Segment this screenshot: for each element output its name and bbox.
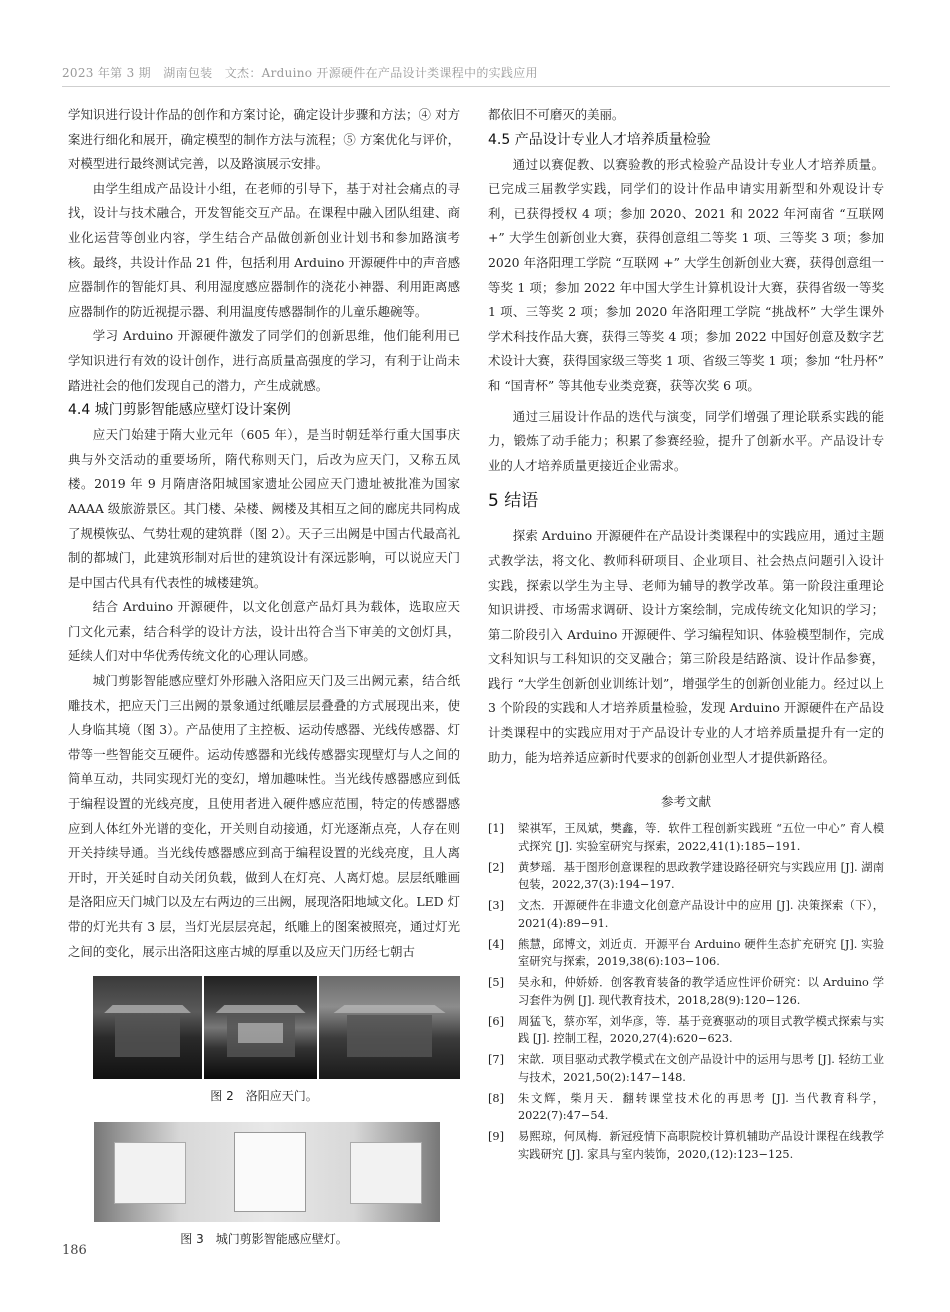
section-heading-4-5: 4.5 产品设计专业人才培养质量检验 — [488, 131, 711, 148]
gate-photo — [204, 976, 317, 1079]
paragraph: 应天门始建于隋大业元年（605 年），是当时朝廷举行重大国事庆典与外交活动的重要场所，隋代称则天门，后改为应天门，又称五凤楼。2019 年 9 月隋唐洛阳城国家遗址公园应天门遗址被批准为国家 AAAA 级旅游景区。其门楼、朵楼、阙楼及其相互之间的廊庑共同构成了规模恢弘、气势壮观的建筑群（图 2）。天子三出阙是中国古代最高礼制的都城门，此建筑形制对后世的建筑设计有深远影响，可以说应天门是中国古代具有代表性的城楼建筑。 — [68, 427, 460, 590]
running-header: 2023 年第 3 期 湖南包装 文杰：Arduino 开源硬件在产品设计类课程中的实践应用 — [62, 66, 538, 80]
figure-caption: 图 3 城门剪影智能感应壁灯。 — [180, 1232, 348, 1247]
paragraph: 通过三届设计作品的迭代与演变，同学们增强了理论联系实践的能力，锻炼了动手能力；积累了参赛经验，提升了创新水平。产品设计专业的人才培养质量更接近企业需求。 — [488, 408, 884, 473]
reference-item: [3] 文杰．开源硬件在非遗文化创意产品设计中的应用 [J]. 决策探索（下），2021(4):89−91. — [488, 899, 884, 930]
paragraph: 城门剪影智能感应壁灯外形融入洛阳应天门及三出阙元素，结合纸雕技术，把应天门三出阙的景象通过纸雕层层叠叠的方式展现出来，使人身临其境（图 3）。产品使用了主控板、运动传感器、光线传感器、灯带等一些智能交互硬件。运动传感器和光线传感器实现壁灯与人之间的简单互动，共同实现灯光的变幻，增加趣味性。当光线传感器感应到低于编程设置的光线亮度，且使用者进入硬件感应范围，特定的传感器感应到人体红外光谱的变化，开关则自动接通，灯光逐渐点亮，人存在则开关持续导通。当光线传感器感应到高于编程设置的光线亮度，且人离开时，开关延时自动关闭负载，做到人在灯亮、人离灯熄。层层纸雕画是洛阳应天门城门以及左右两边的三出阙，展现洛阳地域文化。LED 灯带的灯光共有 3 层，当灯光层层亮起，纸雕上的图案被照亮，通过灯光之间的变化，展示出洛阳这座古城的厚重以及应天门历经七朝古 — [68, 673, 460, 959]
reference-item: [8] 朱文辉，柴月天．翻转课堂技术化的再思考 [J]. 当代教育科学，2022(7):47−54. — [488, 1091, 884, 1123]
paragraph: 都依旧不可磨灭的美丽。 — [488, 107, 625, 122]
paragraph: 结合 Arduino 开源硬件，以文化创意产品灯具为载体，选取应天门文化元素，结合科学的设计方法，设计出符合当下审美的文创灯具，延续人们对中华优秀传统文化的心理认同感。 — [68, 599, 460, 664]
gate-photo — [319, 976, 460, 1079]
figure-caption: 图 2 洛阳应天门。 — [210, 1089, 318, 1104]
reference-list — [488, 820, 884, 1163]
reference-item: [6] 周猛飞，蔡亦军，刘华彦，等．基于竞赛驱动的项目式教学模式探索与实践 [J]. 控制工程，2020,27(4):620−623. — [488, 1014, 884, 1046]
section-heading-4-4: 4.4 城门剪影智能感应壁灯设计案例 — [68, 402, 291, 419]
reference-item: [1] 梁祺军，王凤斌，樊鑫，等．软件工程创新实践班 “五位一中心” 育人模式探究 [J]. 实验室研究与探索，2022,41(1):185−191. — [488, 822, 884, 853]
header-rule — [62, 86, 890, 87]
right-column — [488, 103, 884, 1167]
section-heading-5: 5 结语 — [488, 491, 539, 512]
references-title: 参考文献 — [660, 794, 711, 810]
figure-2 — [68, 976, 460, 1104]
reference-item: [7] 宋歆．项目驱动式教学模式在文创产品设计中的运用与思考 [J]. 轻纺工业与技术，2021,50(2):147−148. — [488, 1053, 884, 1084]
reference-item: [4] 熊慧，邱博文，刘近贞．开源平台 Arduino 硬件生态扩充研究 [J]. 实验室研究与探索，2019,38(6):103−106. — [488, 937, 884, 969]
paragraph: 学知识进行设计作品的创作和方案讨论，确定设计步骤和方法；④ 对方案进行细化和展开，确定模型的制作方法与流程；⑤ 方案优化与评价，对模型进行最终测试完善，以及路演展示安排。 — [68, 107, 460, 172]
wall-lamp-photo — [94, 1122, 440, 1222]
paragraph: 由学生组成产品设计小组，在老师的引导下，基于对社会痛点的寻找，设计与技术融合，开发智能交互产品。在课程中融入团队组建、商业化运营等创业内容，学生结合产品做创新创业计划书和参加路演考核。最终，共设计作品 21 件，包括利用 Arduino 开源硬件中的声音感应器制作的智能灯具、利用湿度感应器制作的浇花小神器、利用距离感应器制作的防近视提示器、利用温度传感器制作的儿童乐趣碗等。 — [68, 180, 460, 319]
figure-3 — [68, 1122, 460, 1247]
gate-photo — [93, 976, 202, 1079]
reference-item: [5] 吴永和，仲娇娇．创客教育装备的教学适应性评价研究：以 Arduino 学习套件为例 [J]. 现代教育技术，2018,28(9):120−126. — [488, 976, 884, 1007]
paragraph: 探索 Arduino 开源硬件在产品设计类课程中的实践应用，通过主题式教学法，将文化、教师科研项目、企业项目、社会热点问题引入设计实践，探索以学生为主导、老师为辅导的教学改革。第一阶段注重理论知识讲授、市场需求调研、设计方案绘制，完成传统文化知识的学习；第二阶段引入 Arduino 开源硬件、学习编程知识、体验模型制作，完成文科知识与工科知识的交叉融合；第三阶段是结路演、设计作品参赛，践行 “大学生创新创业训练计划”，增强学生的创新创业能力。经过以上 3 个阶段的实践和人才培养质量检验，发现 Arduino 开源硬件在产品设计类课程中的实践应用对于产品设计专业的人才培养质量提升有一定的助力，能为培养适应新时代要求的创新创业型人才提供新路径。 — [488, 528, 884, 765]
paragraph: 通过以赛促教、以赛验教的形式检验产品设计专业人才培养质量。已完成三届教学实践，同学们的设计作品申请实用新型和外观设计专利，已获得授权 4 项；参加 2020、2021 和 2022 年河南省 “互联网 +” 大学生创新创业大赛，获得创意组二等奖 1 项、三等奖 3 项；参加 2020 年洛阳理工学院 “互联网 +” 大学生创新创业大赛，获得创意组一等奖 1 项；参加 2022 年中国大学生计算机设计大赛，获得省级一等奖 1 项、三等奖 2 项；参加 2020 年洛阳理工学院 “挑战杯” 大学生课外学术科技作品大赛，获得三等奖 4 项；参加 2022 中国好创意及数字艺术设计大赛，获得国家级三等奖 1 项、省级三等奖 1 项；参加 “牡丹杯” 和 “国青杯” 等其他专业类竞赛，获等次奖 6 项。 — [488, 156, 884, 393]
page-number: 186 — [62, 1243, 87, 1258]
reference-item: [2] 黄梦瑶．基于图形创意课程的思政教学建设路径研究与实践应用 [J]. 湖南包装，2022,37(3):194−197. — [488, 860, 884, 892]
paragraph: 学习 Arduino 开源硬件激发了同学们的创新思维，他们能利用已学知识进行有效的设计创作，进行高质量高强度的学习，有利于让尚未踏进社会的他们发现自己的潜力，产生成就感。 — [68, 328, 460, 393]
left-column — [68, 103, 460, 1247]
reference-item: [9] 易熙琼，何凤梅．新冠疫情下高职院校计算机辅助产品设计课程在线教学实践研究 [J]. 家具与室内装饰，2020,(12):123−125. — [488, 1130, 884, 1161]
